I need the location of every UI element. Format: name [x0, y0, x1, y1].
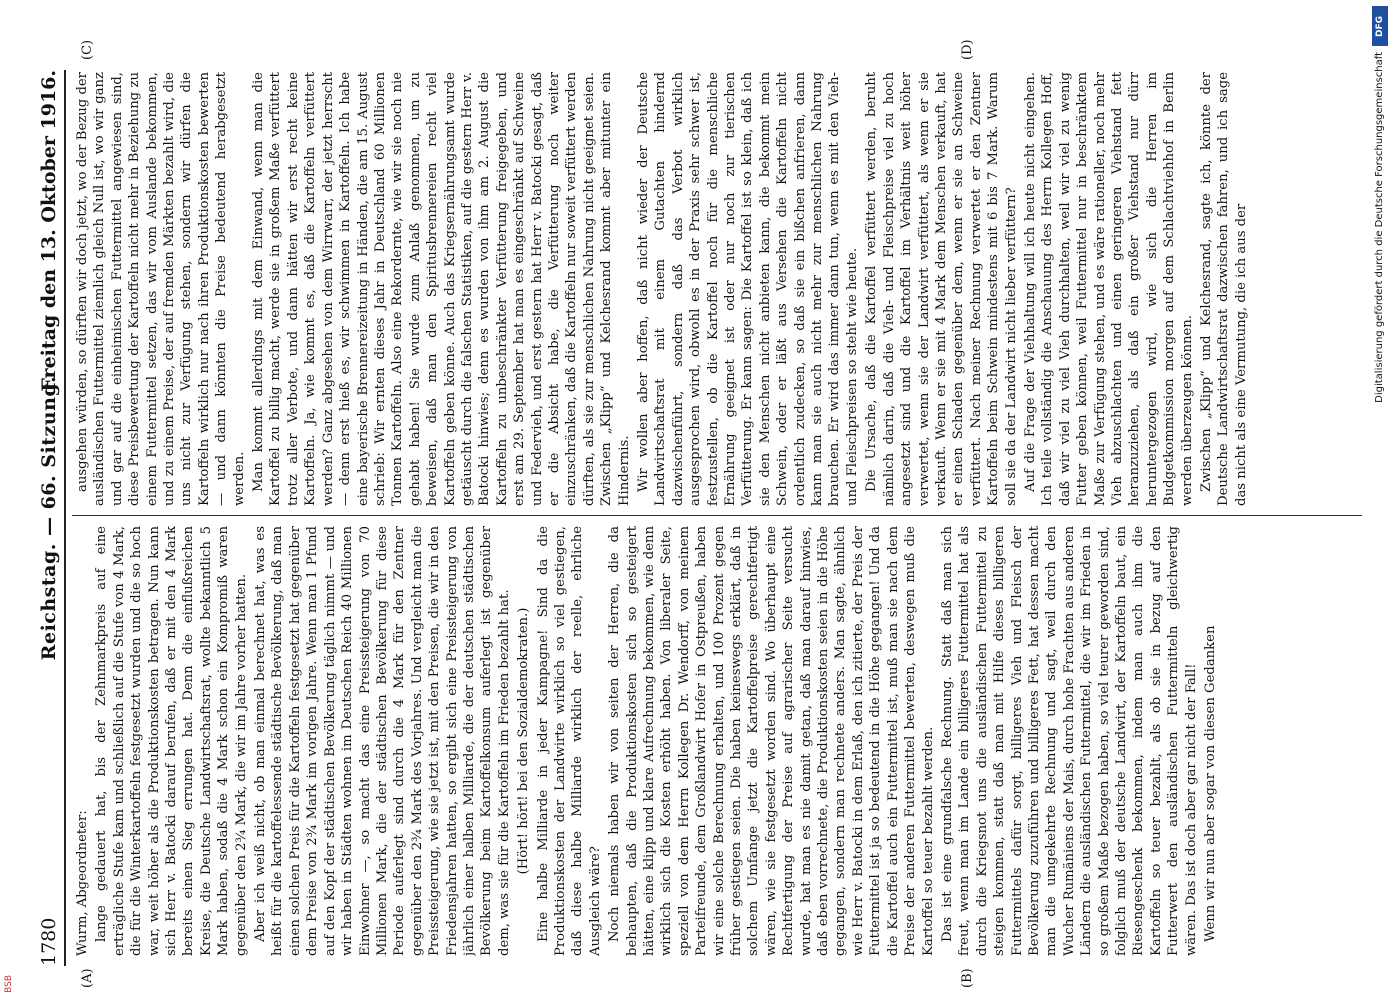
digitization-credit: Digitalisierung gefördert durch die Deutsche Forschungsgemeinschaft — [1374, 52, 1385, 403]
paragraph: lange gedauert hat, bis der Zehnmarkpreis auf eine erträgliche Stufe kam und schließlich auf die Stufe von 4 Mark, die für die Winterkartoffeln festgesetzt wurden und die so hoch war, weit höher als die Produktionskosten betragen. Nun kann sich Herr v. Batocki darauf berufen, daß er mit den 4 Mark bereits einen Sieg errungen hat. Denn die einflußreichen Kreise, die Deutsche Landwirtschaftsrat, wollte bekanntlich 5 Mark haben, sodaß die 4 Mark schon ein Kompromiß waren gegenüber den 2¾ Mark, die wir im Jahre vorher hatten. — [94, 526, 249, 956]
paragraph: Auf die Frage der Viehhaltung will ich heute nicht eingehen. Ich teile vollständig die Anschauung des Herrn Kollegen Hoff, daß wir viel zu viel Vieh durchhalten, weil wir viel zu wenig Futter geben können, weil Futtermittel nur in beschränktem Maße zur Verfügung stehen, und es wäre rationeller, noch mehr Vieh abzuschlachten und einen geringeren Viehstand fett heranzuziehen, als daß ein großer Viehstand nur dürr heruntergezogen wird, wie sich die Herren im Budgetkommission morgen auf dem Schlachtviehhof in Berlin werden überzeugen können. — [1022, 72, 1195, 506]
right-text-column — [74, 72, 1362, 506]
paragraph: Aber ich weiß nicht, ob man einmal berechnet hat, was es heißt für die kartoffelessende städtische Bevölkerung, daß man einen solchen Preis für die Kartoffeln festgesetzt hat gegenüber dem Preise von 2¾ Mark im vorigen Jahre. Wenn man 1 Pfund auf den Kopf der städtischen Bevölkerung täglich nimmt — und wir haben in Städten wohnen im Deutschen Reich 40 Millionen Einwohner —, so macht das eine Preissteigerung von 70 Millionen Mark, die der städtischen Bevölkerung für diese Periode auferlegt sind durch die 4 Mark für den Zentner gegenüber den 2¾ Mark des Vorjahres. Und vergleicht man die Preissteigerung, wie sie jetzt ist, mit den Preisen, die wir in den Friedensjahren hatten, so ergibt sich eine Preissteigerung von jährlich einer halben Milliarde, die der deutschen städtischen Bevölkerung beim Kartoffelkonsum auferlegt ist gegenüber dem, was sie für die Kartoffeln im Frieden bezahlt hat. — [253, 526, 512, 956]
paragraph: Man kommt allerdings mit dem Einwand, wenn man die Kartoffel zu billig macht, werde sie in großem Maße verfüttert trotz aller Verbote, und dann hätten wir erst recht keine Kartoffeln. Ja, wie kommt es, daß die Kartoffeln verfüttert werden? Ganz abgesehen von dem Wirrwarr, der jetzt herrscht — denn erst hieß es, wir schwimmen in Kartoffeln. Ich habe eine bayerische Brennereizeitung in Händen, die am 15. August schrieb: Wir ernten dieses Jahr in Deutschland 60 Millionen Tonnen Kartoffeln. Also eine Rekordernte, wie wir sie noch nie gehabt haben! Sie wurde zum Anlaß genommen, um zu beweisen, daß man den Spiritusbrennereien recht viel Kartoffeln geben könne. Auch das Kriegsernährungsamt wurde getäuscht durch die falschen Statistiken, auf die gestern Herr v. Batocki hinwies; denn es wurden von ihm am 2. August die Kartoffeln zu unbeschränkter Verfütterung freigegeben, und erst am 29. September hat man es eingeschränkt auf Schweine und Federvieh, und erst gestern hat Herr v. Batocki gesagt, daß er die Absicht habe, die Verfütterung noch weiter einzuschränken, daß die Kartoffeln nur soweit verfüttert werden dürften, als sie zur menschlichen Nahrung nicht geeignet seien. Zwischen „Klipp“ und Kelchesrand kommt aber mitunter ein Hindernis. — [251, 72, 632, 506]
left-text-column — [74, 526, 1362, 956]
page-header — [34, 70, 64, 966]
paragraph: Wenn wir nun aber sogar von diesen Gedanken — [1203, 625, 1218, 942]
paragraph: Wir wollen aber hoffen, daß nicht wieder der Deutsche Landwirtschaftsrat mit einem Gutachten hindernd dazwischenführt, sondern daß das Verbot wirklich ausgesprochen wird, obwohl es in der Praxis sehr schwer ist, festzustellen, ob die Kartoffel noch für die menschliche Ernährung geeignet ist oder nur noch zur tierischen Verfütterung. Er kann sagen: Die Kartoffel ist so klein, daß ich sie den Menschen nicht anbieten kann, die bekommt mein Schwein, oder er läßt aus Versehen die Kartoffeln nicht ordentlich zudecken, so daß sie ein bißchen anfrieren, dann kann man sie auch nicht mehr zur menschlichen Nahrung brauchen. Er wird das immer dann tun, wenn es mit den Vieh- und Fleischpreisen so steht wie heute. — [636, 72, 860, 506]
paragraph: (Hört! hört! bei den Sozialdemokraten.) — [516, 607, 532, 875]
page-number: 1780 — [38, 917, 60, 966]
column-divider — [72, 515, 1362, 516]
bsb-logo: BSB — [4, 975, 14, 993]
header-rule — [64, 70, 66, 966]
margin-marker-d: (D) — [960, 39, 975, 60]
paragraph: ausgehen würden, so dürften wir doch jetzt, wo der Bezug der ausländischen Futtermittel ziemlich gleich Null ist, wo wir ganz und gar auf die einheimischen Futtermittel angewiesen sind, diese Preisbewertung der Kartoffeln nicht mehr in Beziehung zu einem Futtermittel setzen, das wir vom Auslande bekommen, und zu einem Preise, der auf fremden Märkten bezahlt wird, die uns nicht zur Verfügung stehen, sondern wir dürfen die Kartoffeln wirklich nur nach ihren Produktionskosten bewerten — und dann könnten die Preise bedeutend herabgesetzt werden. — [75, 72, 247, 506]
paragraph: Zwischen „Klipp“ und Kelchesrand, sagte ich, könnte der Deutsche Landwirtschaftsrat dazwischen fahren, und ich sage das nicht als eine Vermutung, die ich aus der — [1199, 72, 1249, 506]
session-title: Reichstag. — 66. Sitzung. — [38, 375, 60, 661]
session-date: Freitag den 13. Oktober 1916. — [38, 70, 60, 392]
margin-marker-c: (C) — [80, 39, 95, 60]
paragraph: Die Ursache, daß die Kartoffel verfüttert werden, beruht nämlich darin, daß die Vieh- und Fleischpreise viel zu hoch angesetzt sind und die Kartoffel im Verhältnis weit höher verwertet, wenn sie der Landwirt verfüttert, als wenn er sie verkauft. Wenn er sie mit 4 Mark dem Menschen verkauft, hat er einen Schaden gegenüber dem, wenn er sie an Schweine verfüttert. Nach meiner Rechnung verwertet er den Zentner Kartoffeln beim Schwein mindestens mit 6 bis 7 Mark. Warum soll sie da der Landwirt nicht lieber verfüttern? — [864, 72, 1019, 506]
paragraph: Eine halbe Milliarde in jeder Kampagne! Sind da die Produktionskosten der Landwirte wirklich so viel gestiegen, daß diese halbe Milliarde wirklich der reelle, ehrliche Ausgleich wäre? — [535, 526, 603, 956]
paragraph: Das ist eine grundfalsche Rechnung. Statt daß man sich freut, wenn man im Lande ein billigeres Futtermittel hat als durch die Kriegsnot uns die ausländischen Futtermittel zu steigen kommen, statt daß man mit Hilfe dieses billigeren Futtermittels dafür sorgt, billigeres Vieh und Fleisch der Bevölkerung zuzuführen und billigeres Fett, hat dessen macht man die umgekehrte Rechnung und sagt, weil durch den Wucher Rumäniens der Mais, durch hohe Frachten aus anderen Ländern die ausländischen Futtermittel, die wir im Frieden in so großem Maße bezogen haben, so viel teurer geworden sind, folglich muß der deutsche Landwirt, der Kartoffeln baut, ein Riesengeschenk bekommen, indem man auch ihm die Kartoffeln so teuer bezahlt, als ob sie in bezug auf den Futterwert den ausländischen Futtermitteln gleichwertig wären. Das ist doch aber gar nicht der Fall! — [939, 526, 1199, 956]
margin-marker-a: (A) — [80, 968, 95, 988]
paragraph: Noch niemals haben wir von seiten der Herren, die da behaupten, daß die Produktionskosten sich so gesteigert hätten, eine klipp und klare Aufrechnung bekommen, wie denn wirklich sich die Kosten erhöht haben. Von liberaler Seite, speziell von dem Herrn Kollegen Dr. Wendorff, von meinem Parteifreunde, dem Großlandwirt Hofer in Ostpreußen, haben wir eine solche Berechnung erhalten, und 100 Prozent gegen früher gestiegen seien. Die haben keineswegs erklärt, daß in solchem Umfange jetzt die Kartoffelpreise gerechtfertigt wären, wie sie festgesetzt worden sind. Wo überhaupt eine Rechtfertigung der Preise auf agrarischer Seite versucht wurde, hat man es nie damit getan, daß man darauf hinwies, daß eben vorrechnete, die Produktionskosten seien in die Höhe gegangen, sondern man rechnete anders. Man sagte, ähnlich wie Herr v. Batocki in dem Erlaß, den ich zitierte, der Preis der Futtermittel ist ja so bedeutend in die Höhe gegangen! Und da die Kartoffel auch ein Futtermittel ist, muß man sie nach dem Preise der anderen Futtermittel bewerten, deswegen muß die Kartoffel so teuer bezahlt werden. — [607, 526, 936, 956]
dfg-logo: DFG — [1372, 6, 1388, 46]
margin-marker-b: (B) — [960, 968, 975, 988]
paragraph: Wurm, Abgeordneter: — [75, 810, 90, 956]
